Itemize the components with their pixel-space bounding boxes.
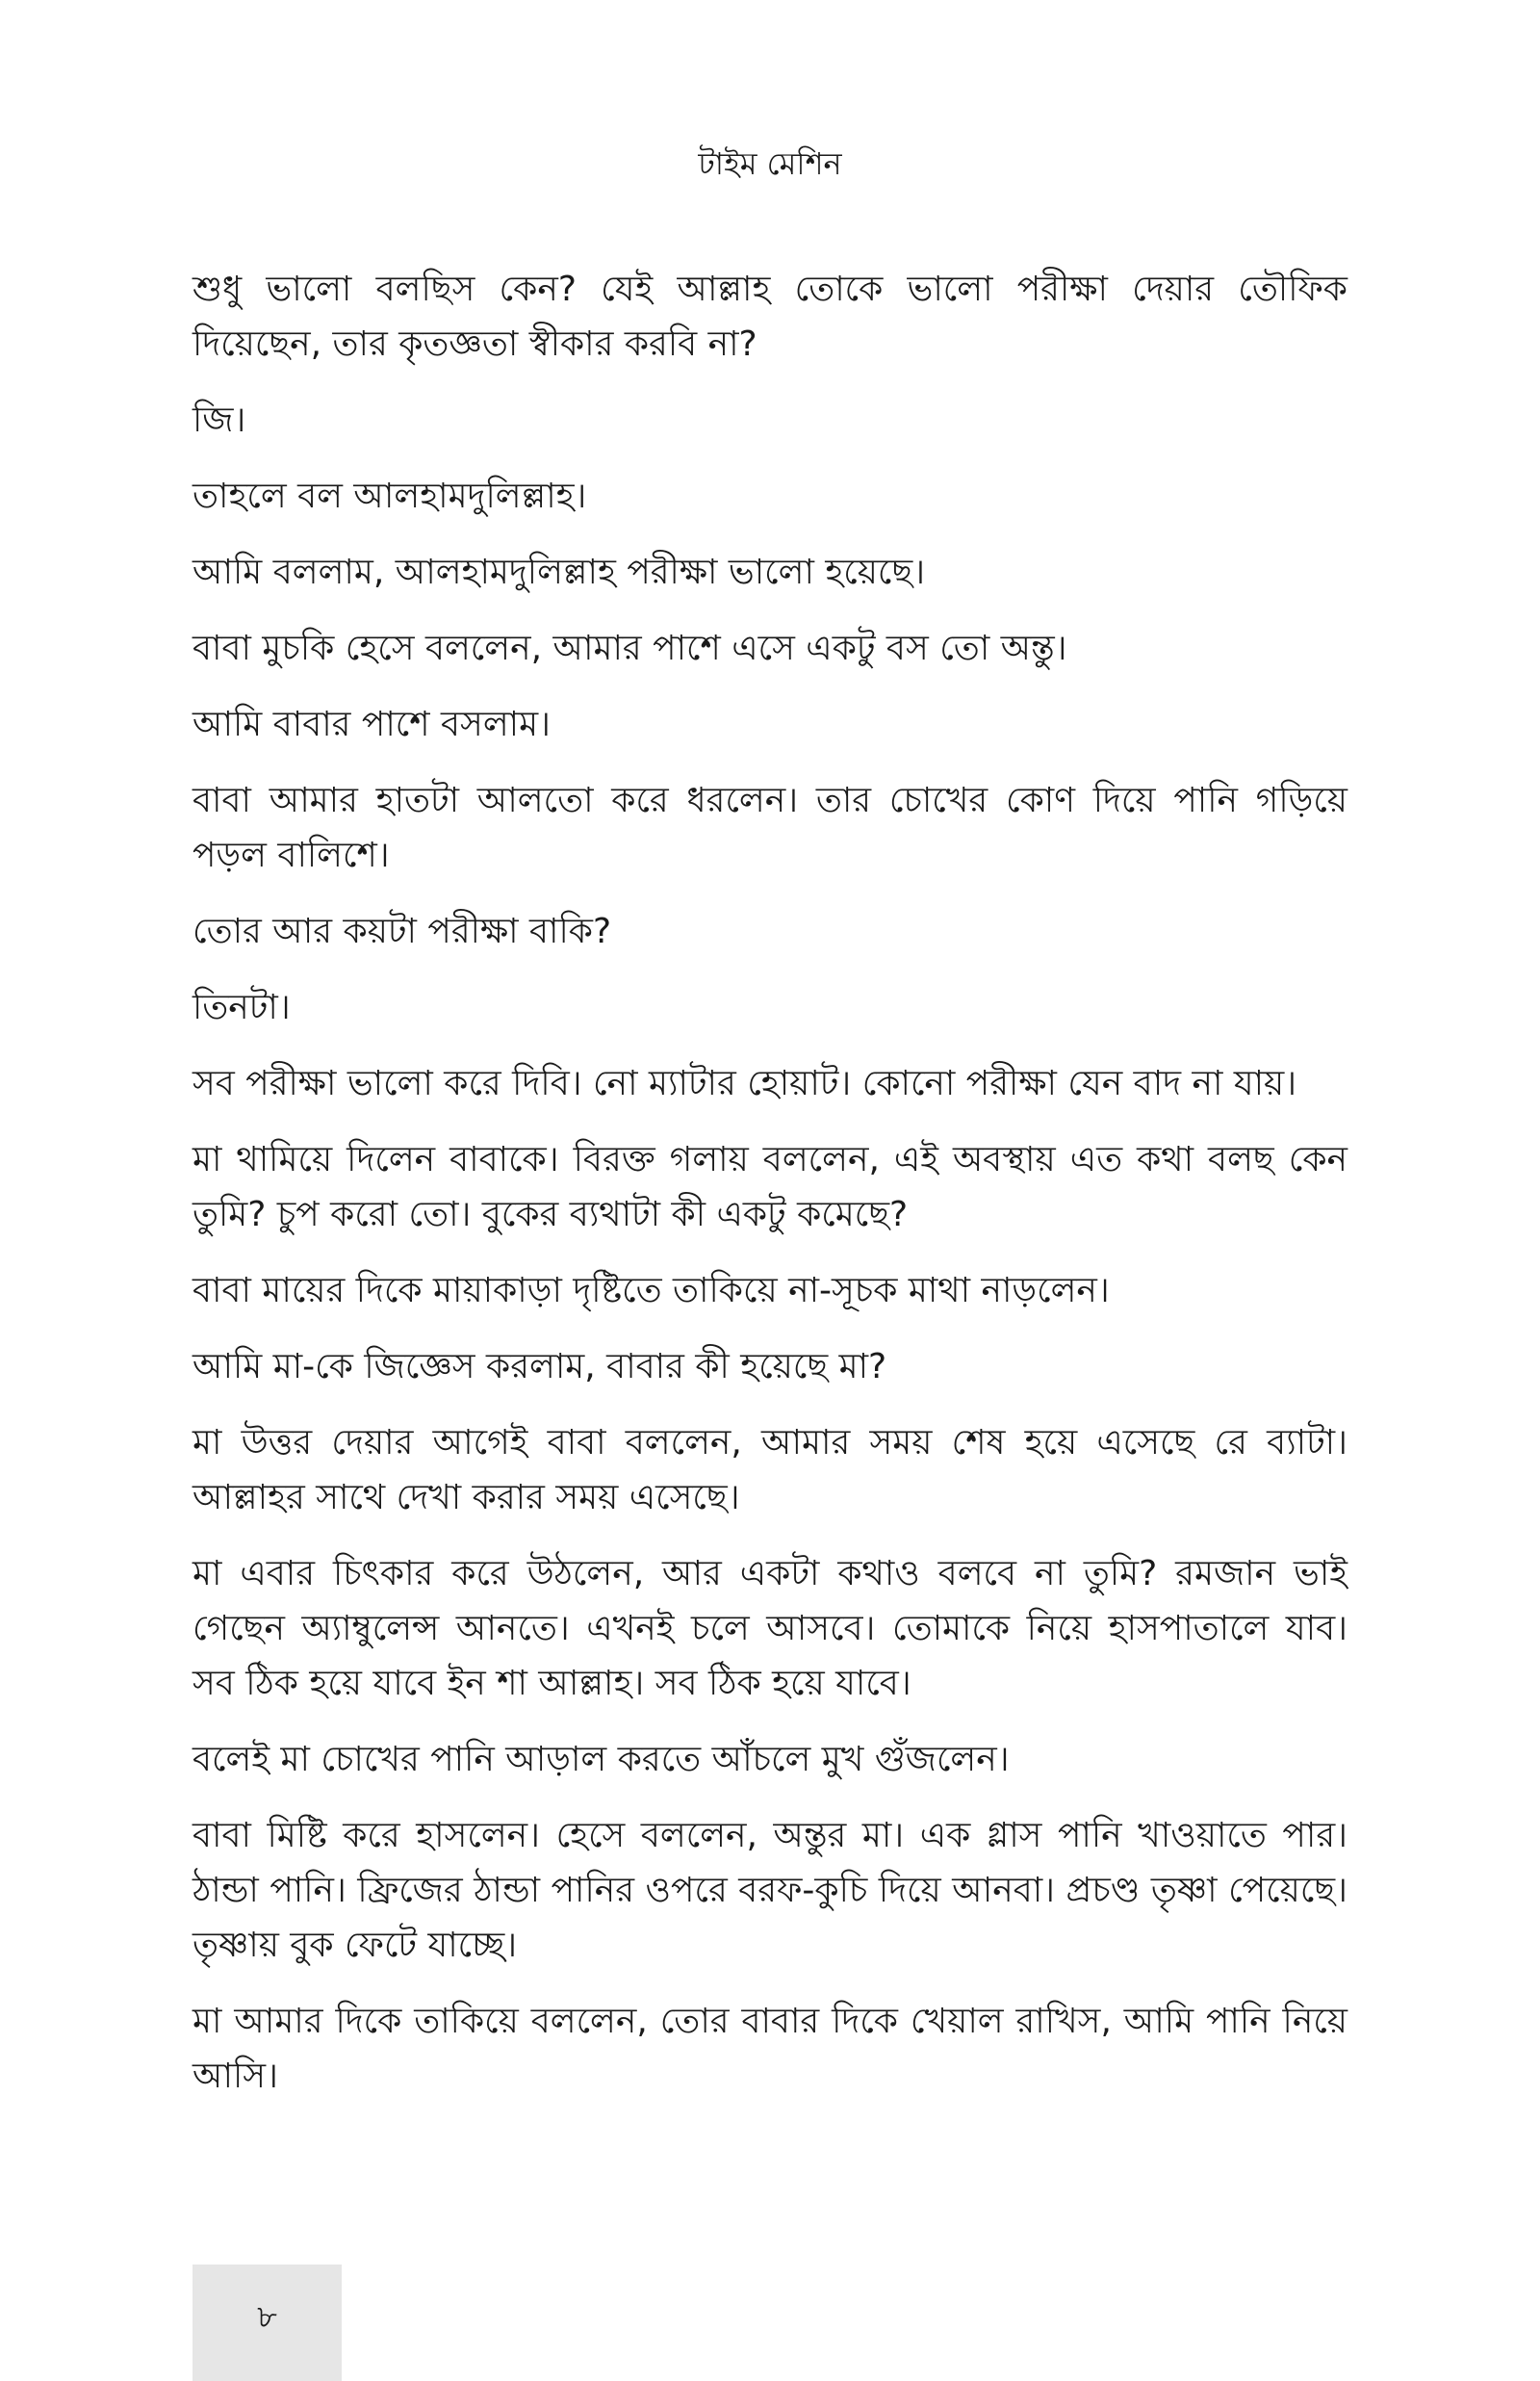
paragraph: তিনটা। xyxy=(192,988,291,1027)
body-text xyxy=(192,262,1348,2125)
paragraph: শুধু ভালো বলছিস কেন? যেই আল্লাহ তোকে ভালো পরীক্ষা দেয়ার তৌফিক দিয়েছেন, তার কৃতজ্ঞতা স্বীকার করবি না? xyxy=(192,270,1348,364)
running-header: টাইম মেশিন xyxy=(698,145,842,182)
paragraph: তাহলে বল আলহামদুলিল্লাহ। xyxy=(192,477,587,516)
paragraph: মা থামিয়ে দিলেন বাবাকে। বিরক্ত গলায় বললেন, এই অবস্থায় এত কথা বলছ কেন তুমি? চুপ করো তো। বুকের ব্যথাটা কী একটু কমেছে? xyxy=(192,1140,1348,1234)
paragraph: আমি বললাম, আলহামদুলিল্লাহ পরীক্ষা ভালো হয়েছে। xyxy=(192,553,926,592)
paragraph: আমি বাবার পাশে বসলাম। xyxy=(192,705,551,744)
paragraph: বাবা মুচকি হেসে বললেন, আমার পাশে এসে একটু বস তো অন্তু। xyxy=(192,629,1067,668)
paragraph: মা এবার চিৎকার করে উঠলেন, আর একটা কথাও বলবে না তুমি? রমজান ভাই গেছেন অ্যাম্বুলেন্স আনতে। এখনই চলে আসবে। তোমাকে নিয়ে হাসপাতালে যাব। সব ঠিক হয়ে যাবে ইন শা আল্লাহ। সব ঠিক হয়ে যাবে। xyxy=(192,1554,1348,1703)
paragraph: মা আমার দিকে তাকিয়ে বললেন, তোর বাবার দিকে খেয়াল রাখিস, আমি পানি নিয়ে আসি। xyxy=(192,2002,1348,2096)
paragraph: তোর আর কয়টা পরীক্ষা বাকি? xyxy=(192,912,612,951)
paragraph: বলেই মা চোখের পানি আড়াল করতে আঁচলে মুখ গুঁজলেন। xyxy=(192,1740,1010,1779)
paragraph: বাবা মিষ্টি করে হাসলেন। হেসে বললেন, অন্তুর মা। এক গ্লাস পানি খাওয়াতে পার। ঠান্ডা পানি। ফ্রিজের ঠান্ডা পানির ওপরে বরফ-কুচি দিয়ে আনবা। প্রচণ্ড তৃষ্ণা পেয়েছে। তৃষ্ণায় বুক ফেটে যাচ্ছে। xyxy=(192,1816,1348,1965)
paragraph: জি। xyxy=(192,401,246,440)
paragraph: সব পরীক্ষা ভালো করে দিবি। নো ম্যাটার হোয়াট। কোনো পরীক্ষা যেন বাদ না যায়। xyxy=(192,1064,1297,1103)
page-number-box xyxy=(192,2265,342,2381)
paragraph: আমি মা-কে জিজ্ঞেস করলাম, বাবার কী হয়েছে মা? xyxy=(192,1347,887,1386)
page-number: ৮ xyxy=(257,2298,277,2335)
paragraph: মা উত্তর দেয়ার আগেই বাবা বললেন, আমার সময় শেষ হয়ে এসেছে রে ব্যাটা। আল্লাহর সাথে দেখা করার সময় এসেছে। xyxy=(192,1423,1348,1517)
paragraph: বাবা আমার হাতটা আলতো করে ধরলেন। তার চোখের কোণ দিয়ে পানি গড়িয়ে পড়ল বালিশে। xyxy=(192,781,1348,875)
paragraph: বাবা মায়ের দিকে মায়াকাড়া দৃষ্টিতে তাকিয়ে না-সূচক মাথা নাড়লেন। xyxy=(192,1271,1110,1310)
